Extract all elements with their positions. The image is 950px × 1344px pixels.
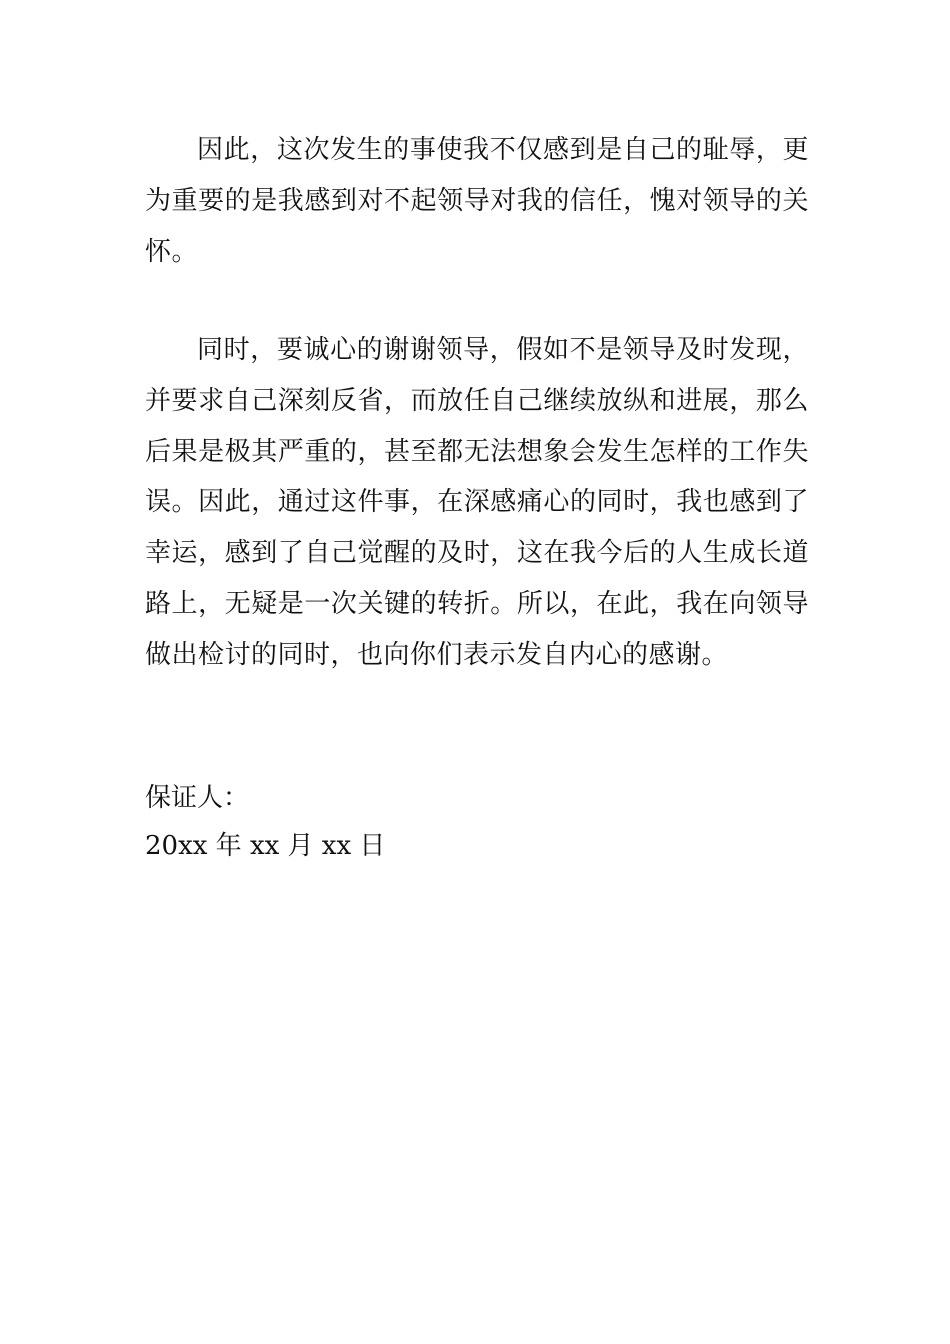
signature-label: 保证人： [145, 783, 250, 813]
paragraph-thanks: 同时，要诚心的谢谢领导，假如不是领导及时发现，并要求自己深刻反省，而放任自己继续放纵和进展，那么后果是极其严重的，甚至都无法想象会发生怎样的工作失误。因此，通过这件事，在深感痛心的同时，我也感到了幸运，感到了自己觉醒的及时，这在我今后的人生成长道路上，无疑是一次关键的转折。所以，在此，我在向领导做出检讨的同时，也向你们表示发自内心的感谢。 [145, 335, 809, 670]
signature-date: 20xx 年 xx 月 xx 日 [145, 831, 386, 861]
paragraph-apology: 因此，这次发生的事使我不仅感到是自己的耻辱，更为重要的是我感到对不起领导对我的信任，愧对领导的关怀。 [145, 135, 809, 267]
